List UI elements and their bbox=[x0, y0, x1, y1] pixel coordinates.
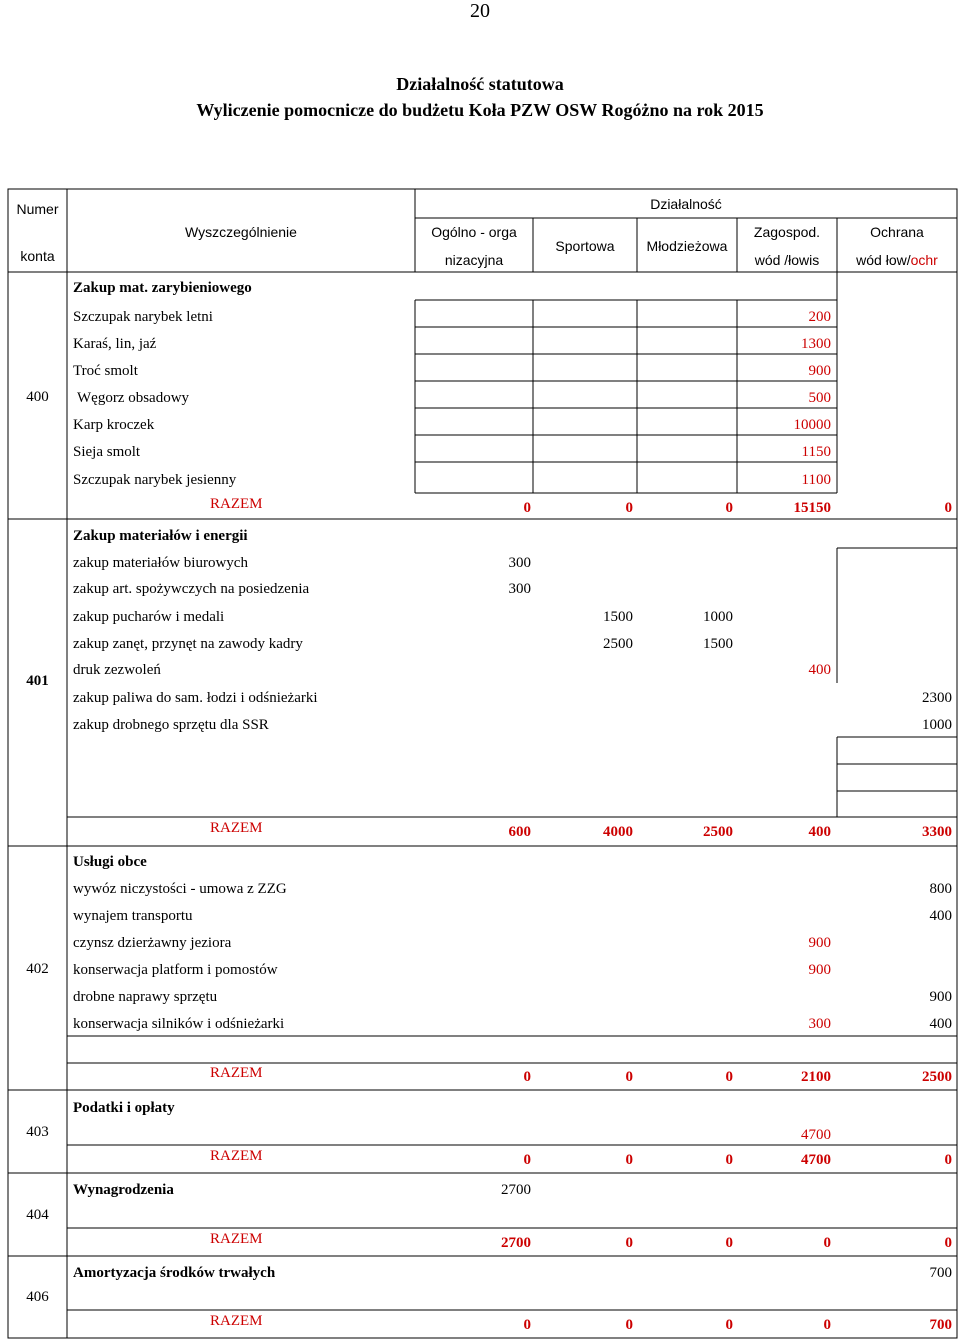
razem-value: 0 bbox=[725, 1152, 733, 1168]
page-number: 20 bbox=[470, 0, 490, 22]
razem-value: 0 bbox=[725, 1235, 733, 1251]
row-label: Szczupak narybek jesienny bbox=[73, 472, 237, 488]
razem-value: 600 bbox=[508, 824, 531, 840]
section-heading: Zakup mat. zarybieniowego bbox=[73, 280, 252, 296]
cell-value: 400 bbox=[929, 908, 952, 924]
row-label: zakup drobnego sprzętu dla SSR bbox=[73, 717, 269, 733]
header-zagospod-1: Zagospod. bbox=[753, 224, 821, 240]
row-label: Szczupak narybek letni bbox=[73, 309, 213, 325]
row-label: konserwacja silników i odśnieżarki bbox=[73, 1016, 285, 1032]
document-subtitle: Wyliczenie pomocnicze do budżetu Koła PZW OSW Rogóżno na rok 2015 bbox=[196, 100, 764, 120]
cell-value: 1500 bbox=[603, 609, 633, 625]
section-heading: Zakup materiałów i energii bbox=[73, 528, 248, 544]
row-label: Karp kroczek bbox=[73, 417, 155, 433]
header-ochrana-2a: wód łow/ bbox=[856, 252, 911, 268]
cell-value: 1000 bbox=[922, 717, 952, 733]
razem-value: 0 bbox=[523, 1317, 531, 1333]
cell-value: 300 bbox=[508, 581, 531, 597]
cell-value: 900 bbox=[808, 962, 831, 978]
razem-value: 0 bbox=[523, 1069, 531, 1085]
header-ogolno-2: nizacyjna bbox=[444, 252, 504, 268]
account-number: 403 bbox=[26, 1124, 49, 1140]
cell-value: 10000 bbox=[793, 417, 831, 433]
row-label: Karaś, lin, jaź bbox=[73, 336, 157, 352]
row-label: zakup art. spożywczych na posiedzenia bbox=[73, 581, 310, 597]
cell-value: 300 bbox=[808, 1016, 831, 1032]
cell-value: 200 bbox=[808, 309, 831, 325]
row-label: zakup zanęt, przynęt na zawody kadry bbox=[73, 636, 303, 652]
razem-label: RAZEM bbox=[210, 1313, 263, 1329]
cell-value: 2300 bbox=[922, 690, 952, 706]
razem-value: 400 bbox=[808, 824, 831, 840]
header-ochrana-2b: ochr bbox=[910, 252, 938, 268]
row-label: Sieja smolt bbox=[73, 444, 141, 460]
razem-value: 700 bbox=[929, 1317, 952, 1333]
razem-value: 0 bbox=[625, 1235, 633, 1251]
razem-label: RAZEM bbox=[210, 1065, 263, 1081]
razem-value: 0 bbox=[625, 1317, 633, 1333]
section-heading: Wynagrodzenia bbox=[73, 1182, 174, 1198]
cell-value: 900 bbox=[808, 363, 831, 379]
row-label: wynajem transportu bbox=[73, 908, 193, 924]
razem-value: 3300 bbox=[922, 824, 952, 840]
razem-label: RAZEM bbox=[210, 1231, 263, 1247]
row-label: zakup pucharów i medali bbox=[73, 609, 225, 625]
razem-value: 2500 bbox=[703, 824, 733, 840]
header-numer: Numer bbox=[16, 201, 59, 217]
cell-value: 400 bbox=[929, 1016, 952, 1032]
cell-value: 2700 bbox=[501, 1182, 531, 1198]
row-label: czynsz dzierżawny jeziora bbox=[73, 935, 232, 951]
header-ochrana-2 bbox=[837, 251, 957, 269]
razem-value: 15150 bbox=[793, 500, 831, 516]
account-number: 406 bbox=[26, 1289, 49, 1305]
razem-value: 0 bbox=[523, 500, 531, 516]
section-heading: Podatki i opłaty bbox=[73, 1100, 175, 1116]
header-ogolno-1: Ogólno - orga bbox=[431, 224, 517, 240]
row-label: Węgorz obsadowy bbox=[77, 390, 190, 406]
section-heading: Amortyzacja środków trwałych bbox=[73, 1265, 276, 1281]
document-title: Działalność statutowa bbox=[396, 74, 564, 94]
razem-value: 4700 bbox=[801, 1152, 831, 1168]
cell-value: 500 bbox=[808, 390, 831, 406]
row-label: Troć smolt bbox=[73, 363, 138, 379]
razem-value: 0 bbox=[823, 1235, 831, 1251]
razem-value: 2100 bbox=[801, 1069, 831, 1085]
cell-value: 800 bbox=[929, 881, 952, 897]
razem-value: 0 bbox=[523, 1152, 531, 1168]
cell-value: 300 bbox=[508, 555, 531, 571]
account-number: 404 bbox=[26, 1207, 49, 1223]
row-label: zakup materiałów biurowych bbox=[73, 555, 248, 571]
razem-value: 4000 bbox=[603, 824, 633, 840]
row-label: druk zezwoleń bbox=[73, 662, 161, 678]
razem-value: 0 bbox=[725, 1069, 733, 1085]
header-wyszczegolnienie: Wyszczególnienie bbox=[185, 224, 297, 240]
row-label: drobne naprawy sprzętu bbox=[73, 989, 218, 1005]
razem-label: RAZEM bbox=[210, 820, 263, 836]
razem-value: 0 bbox=[944, 500, 952, 516]
razem-value: 0 bbox=[944, 1152, 952, 1168]
cell-value: 700 bbox=[929, 1265, 952, 1281]
cell-value: 2500 bbox=[603, 636, 633, 652]
razem-value: 0 bbox=[725, 500, 733, 516]
razem-value: 0 bbox=[725, 1317, 733, 1333]
header-sportowa: Sportowa bbox=[555, 238, 615, 254]
razem-value: 2700 bbox=[501, 1235, 531, 1251]
header-zagospod-2: wód /łowis bbox=[754, 252, 820, 268]
account-number: 400 bbox=[26, 389, 49, 405]
row-label: wywóz niczystości - umowa z ZZG bbox=[73, 881, 287, 897]
razem-value: 2500 bbox=[922, 1069, 952, 1085]
cell-value: 400 bbox=[808, 662, 831, 678]
cell-value: 1100 bbox=[801, 472, 831, 488]
razem-value: 0 bbox=[944, 1235, 952, 1251]
cell-value: 900 bbox=[929, 989, 952, 1005]
section-heading: Usługi obce bbox=[73, 854, 147, 870]
cell-value: 900 bbox=[808, 935, 831, 951]
header-mlodziezowa: Młodzieżowa bbox=[646, 238, 728, 254]
header-ochrana-1: Ochrana bbox=[870, 224, 924, 240]
row-label: konserwacja platform i pomostów bbox=[73, 962, 278, 978]
razem-value: 0 bbox=[625, 1069, 633, 1085]
cell-value: 1000 bbox=[703, 609, 733, 625]
account-number: 401 bbox=[26, 673, 49, 689]
header-dzialalnosc: Działalność bbox=[650, 196, 722, 212]
razem-value: 0 bbox=[625, 1152, 633, 1168]
row-label: zakup paliwa do sam. łodzi i odśnieżarki bbox=[73, 690, 318, 706]
cell-value: 1500 bbox=[703, 636, 733, 652]
razem-value: 0 bbox=[625, 500, 633, 516]
cell-value: 1300 bbox=[801, 336, 831, 352]
header-konta: konta bbox=[20, 248, 55, 264]
cell-value: 1150 bbox=[801, 444, 831, 460]
razem-value: 0 bbox=[823, 1317, 831, 1333]
account-number: 402 bbox=[26, 961, 49, 977]
cell-value: 4700 bbox=[801, 1127, 831, 1143]
razem-label: RAZEM bbox=[210, 496, 263, 512]
razem-label: RAZEM bbox=[210, 1148, 263, 1164]
